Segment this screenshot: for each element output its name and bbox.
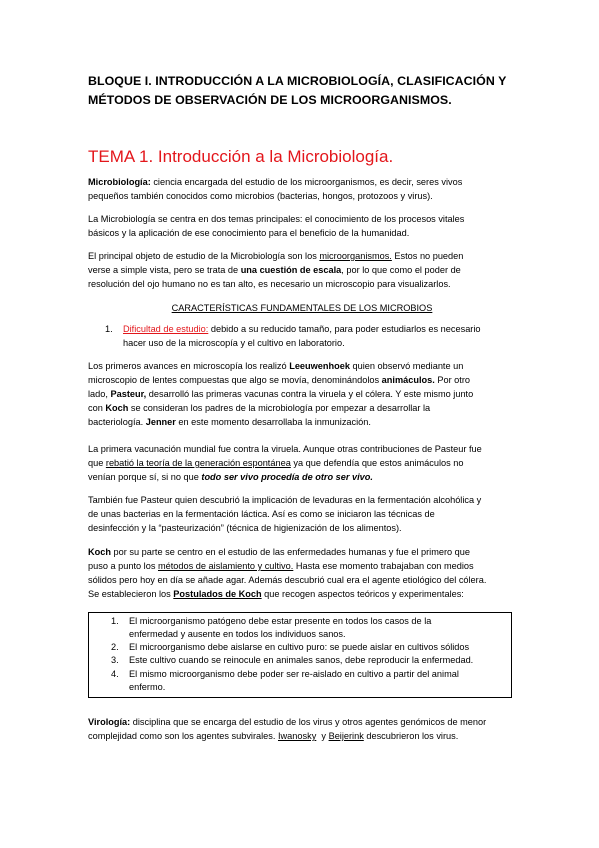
text-span: se consideran los padres de la microbiología por empezar a desarrollar la [128, 402, 431, 413]
bold-term: una cuestión de escala [240, 264, 342, 275]
text-line: También fue Pasteur quien descubrió la implicación de levaduras en la fermentación alcohólica y [88, 495, 482, 505]
list-number: 3. [111, 655, 119, 665]
text-line: Este cultivo cuando se reinocule en animales sanos, debe reproducir la enfermedad. [129, 655, 474, 665]
text-span: y [316, 730, 329, 741]
text-span: verse a simple vista, pero se trata de [88, 264, 241, 275]
block-heading-line2: MÉTODOS DE OBSERVACIÓN DE LOS MICROORGANISMOS. [88, 93, 452, 107]
paragraph-vacunacion [88, 443, 516, 485]
text-span: El principal objeto de estudio de la Microbiología son los [88, 251, 320, 261]
text-span: con [88, 402, 106, 413]
text-span: descubrieron los virus. [363, 730, 459, 741]
list-number: 4. [111, 669, 119, 679]
text-span: en este momento desarrollaba la inmunización. [175, 416, 371, 427]
text-span: lado, [88, 388, 111, 399]
list-number: 1. [105, 324, 113, 334]
text-span: microscopio de lentes compuestas que algo se movía, denominándolos [88, 374, 382, 385]
term-microbiologia: Microbiología: [88, 177, 151, 187]
text-line: básicos y la aplicación de ese conocimiento para el beneficio de la humanidad. [88, 227, 410, 238]
paragraph-avances [88, 360, 516, 430]
text-line: El microorganismo patógeno debe estar presente en todos los casos de la [129, 616, 432, 626]
text-line: pequeños también conocidos como microbios (bacterias, hongos, protozoos y virus). [88, 190, 433, 201]
text-line: desinfección y la “pasteurización” (técnica de higienización de los alimentos). [88, 522, 402, 533]
text-span: bacteriología. [88, 416, 146, 427]
block-heading-line1: BLOQUE I. INTRODUCCIÓN A LA MICROBIOLOGÍA, CLASIFICACIÓN Y [88, 74, 507, 88]
paragraph-objeto [88, 250, 516, 292]
text-span: Por otro [434, 374, 471, 385]
bold-term: Jenner [145, 416, 176, 427]
text-line: enfermedad y ausente en todos los individuos sanos. [129, 628, 346, 639]
topic-title: TEMA 1. Introducción a la Microbiología. [88, 147, 394, 166]
text-line: La primera vacunación mundial fue contra la viruela. Aunque otras contribuciones de Pasteur fue [88, 444, 482, 454]
text-span: , por lo que como el poder de [341, 264, 461, 275]
list-number: 2. [111, 642, 119, 652]
section-subtitle: CARACTERÍSTICAS FUNDAMENTALES DE LOS MICROBIOS [171, 303, 433, 313]
text-line: El mismo microorganismo debe poder ser re-aislado en cultivo a partir del animal [129, 669, 459, 679]
block-heading [88, 72, 518, 110]
text-span: quien observó mediante un [349, 361, 464, 371]
text-span: que [88, 457, 106, 468]
underlined-term: métodos de aislamiento y cultivo. [157, 560, 294, 571]
bold-underlined-term: Postulados de Koch [173, 588, 262, 599]
highlighted-term: Dificultad de estudio: [123, 324, 209, 334]
text-span: debido a su reducido tamaño, para poder estudiarlos es necesario [208, 324, 481, 334]
postulates-box [88, 612, 512, 698]
text-span: disciplina que se encarga del estudio de los virus y otros agentes genómicos de menor [130, 717, 487, 727]
bold-term: Koch [88, 547, 111, 557]
text-span: que recogen aspectos teóricos y experimentales: [261, 588, 464, 599]
bold-term: Leeuwenhoek [289, 361, 350, 371]
text-span: Se establecieron los [88, 588, 174, 599]
text-line: El microorganismo debe aislarse en cultivo puro: se puede aislar en cultivos sólidos [129, 642, 470, 652]
bold-term: Koch [105, 402, 129, 413]
text-line: sólidos pero hoy en día se añade agar. Además descubrió cual era el agente etiológico del cólera. [88, 574, 487, 585]
text-span: ya que defendía que estos animáculos no [290, 457, 464, 468]
text-span: puso a punto los [88, 560, 158, 571]
paragraph-koch [88, 546, 516, 602]
list-number: 1. [111, 616, 119, 626]
text-line: enfermo. [129, 681, 166, 692]
text-span: Hasta ese momento trabajaban con medios [293, 560, 474, 571]
term-virologia: Virología: [88, 717, 131, 727]
underlined-term: rebatió la teoría de la generación espontánea [105, 457, 291, 468]
underlined-term: Iwanosky [277, 730, 317, 741]
paragraph-temas [88, 213, 516, 241]
text-line: resolución del ojo humano no es tan alto, es necesario un microscopio para visualizarlos. [88, 278, 451, 289]
text-line: de unas bacterias en la fermentación láctica. Así es como se iniciaron las técnicas de [88, 508, 435, 519]
bold-term: animáculos. [381, 374, 435, 385]
text-line: La Microbiología se centra en dos temas principales: el conocimiento de los procesos vitales [88, 214, 465, 224]
text-span: Los primeros avances en microscopía los realizó [88, 361, 290, 371]
bold-term: Pasteur, [110, 388, 147, 399]
underlined-term: Beijerink [328, 730, 364, 741]
text-span: ciencia encargada del estudio de los microorganismos, es decir, seres vivos [150, 177, 463, 187]
text-span: desarrolló las primeras vacunas contra la viruela y el cólera. Y este mismo junto [146, 388, 474, 399]
text-span: complejidad como son los agentes subvirales. [88, 730, 278, 741]
text-span: por su parte se centro en el estudio de las enfermedades humanas y fue el primero que [110, 547, 471, 557]
bold-italic-term: todo ser vivo procedía de otro ser vivo. [201, 471, 373, 482]
text-span: Estos no pueden [391, 251, 464, 261]
underlined-term: microorganismos. [319, 251, 392, 261]
paragraph-fermentacion [88, 494, 516, 536]
paragraph-microbiologia [88, 176, 516, 204]
paragraph-virologia [88, 716, 516, 744]
text-span: venían porque sí, si no que [88, 471, 202, 482]
text-line: hacer uso de la microscopía y el cultivo en laboratorio. [123, 337, 345, 348]
